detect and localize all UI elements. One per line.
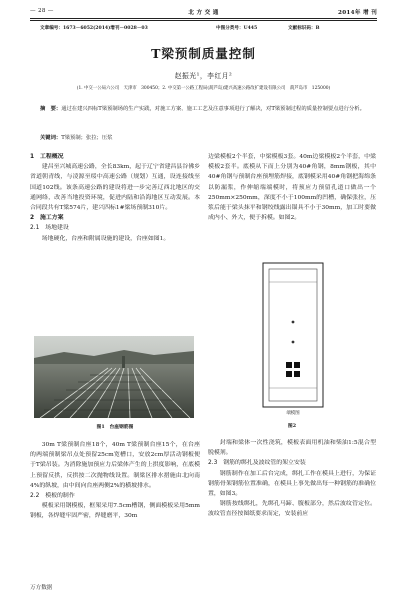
page-number: — 28 — [30, 8, 54, 14]
figure-2-label: 端模图 [286, 411, 300, 416]
affiliation: (1. 中交一公局六公司 天津市 300450；2. 中交第一公路工程局(葫芦岛)建兴高速公路改扩建设有限公司 葫芦岛市 125000) [76, 86, 331, 91]
figure-1-caption: 图1 台座钢筋图 [96, 424, 134, 430]
section-1-title: 1 工程概况 [30, 154, 64, 160]
section-2-1-title: 2.1 场地建设 [30, 225, 69, 232]
figure-1-photo [34, 336, 194, 418]
document-code: 文献标识码：B [288, 26, 320, 31]
section-1-text: 建昌至兴城高速公路，全长83km，起于辽宁省建昌县谷佛乡省道朝青线，与凌源至绥中高速公路（规划）互通，设连接线至国道102线。该条高速公路的建设将进一步完善辽西北地区的交通网络，改善当地投资环境，促进内陆和沿海地区互动发展。本合同段共有T梁574片，建兴四标1#梁场预制310片。 [30, 164, 200, 212]
journal-issue: 2014年 增 刊 [338, 10, 377, 16]
right-paragraph-1: 边梁模板2个半套，中梁模板3套。40m边梁模板2个半套，中梁模板2套半。底模从下而上分别为40#角钢，8mm钢板，其中40#角钢与预制台座预埋筋焊接，底钢模采用40#角钢把海绵条以防漏浆，作伸缩端端模时，将预应力预留孔道口做出一个250mm×250mm，深度不小于100mm的凹槽，确保张拉，压浆后能于梁头抹平和钢绞线露出锚具不小于30mm，加工时要做成内小、外大，便于拆模。如图2。 [208, 154, 376, 222]
abstract-label: 摘 要： [40, 106, 62, 112]
section-2-title: 2 施工方案 [30, 215, 64, 222]
left-column-lower [30, 440, 200, 522]
section-2-1-text: 场地硬化，台座和附属设施的建设，台座如图1。 [41, 235, 170, 242]
right-paragraph-3: 钢筋按线绑扎，先绑孔马蹄、腹板部分，然后波纹管定位。波纹管直径按图纸要求而定，安装前应 [208, 501, 376, 518]
source-watermark: 万方数据 [30, 585, 53, 591]
section-2-3-title: 2.3 钢筋的绑扎及波纹管的架立安装 [208, 460, 306, 467]
section-2-2-text: 模板采用钢模板，框架采用7.5cm槽钢，侧面模板采用5mm钢板，各焊缝牢固严密，焊缝磨平，30m [30, 503, 200, 520]
figure-2-caption: 图2 [287, 423, 297, 429]
paragraph-after-figure-1: 30m T梁预制台座18个，40m T梁预制台座15个，在台座的两端预制梁吊点处预留25cm宽槽口，安放2cm厚活动钢板便于T梁吊装。为消除施加预应力后梁体产生的上拱度影响，在底模上预留反拱，反拱按二次抛物线设置。制梁区排水措施由北向南4%的纵坡，由中间向台座两侧2%的横坡排水。 [30, 442, 200, 489]
header-rule-thin [30, 20, 377, 21]
keywords-text: T梁预制；张拉；压浆 [61, 135, 113, 141]
right-column-lower [208, 438, 376, 520]
section-2-3-text: 钢筋制作在加工后台完成，绑扎工作在模具上进行，为保证钢筋骨架钢筋位置准确，在模具上事先做出每一种钢筋的准确位置，如图3。 [208, 470, 376, 498]
right-column [208, 152, 376, 223]
header-rule [30, 18, 377, 19]
article-number: 文章编号：1673－6052(2014)增刊－0028－03 [40, 26, 148, 31]
abstract [40, 104, 367, 114]
left-column [30, 152, 200, 244]
authors: 赵振光¹，李红月² [174, 72, 233, 80]
keywords [40, 133, 367, 141]
keywords-label: 关键词： [40, 135, 62, 141]
right-paragraph-2: 封端和梁体一次性浇筑，模板表面用机油和柴油1:5混合型脱模剂。 [208, 440, 376, 457]
journal-name: 北 方 交 通 [188, 10, 219, 16]
clc-number: 中图分类号：U445 [216, 26, 258, 31]
abstract-text: 通过在建兴四标T梁预制场的生产实践，对施工方案、施工工艺及注意事项进行了解决，对T梁预制过程的质量控制要点进行分析。 [61, 106, 365, 112]
paper-title: T梁预制质量控制 [151, 46, 256, 61]
figure-2-drawing [262, 262, 324, 408]
section-2-2-title: 2.2 模板的制作 [30, 493, 75, 500]
